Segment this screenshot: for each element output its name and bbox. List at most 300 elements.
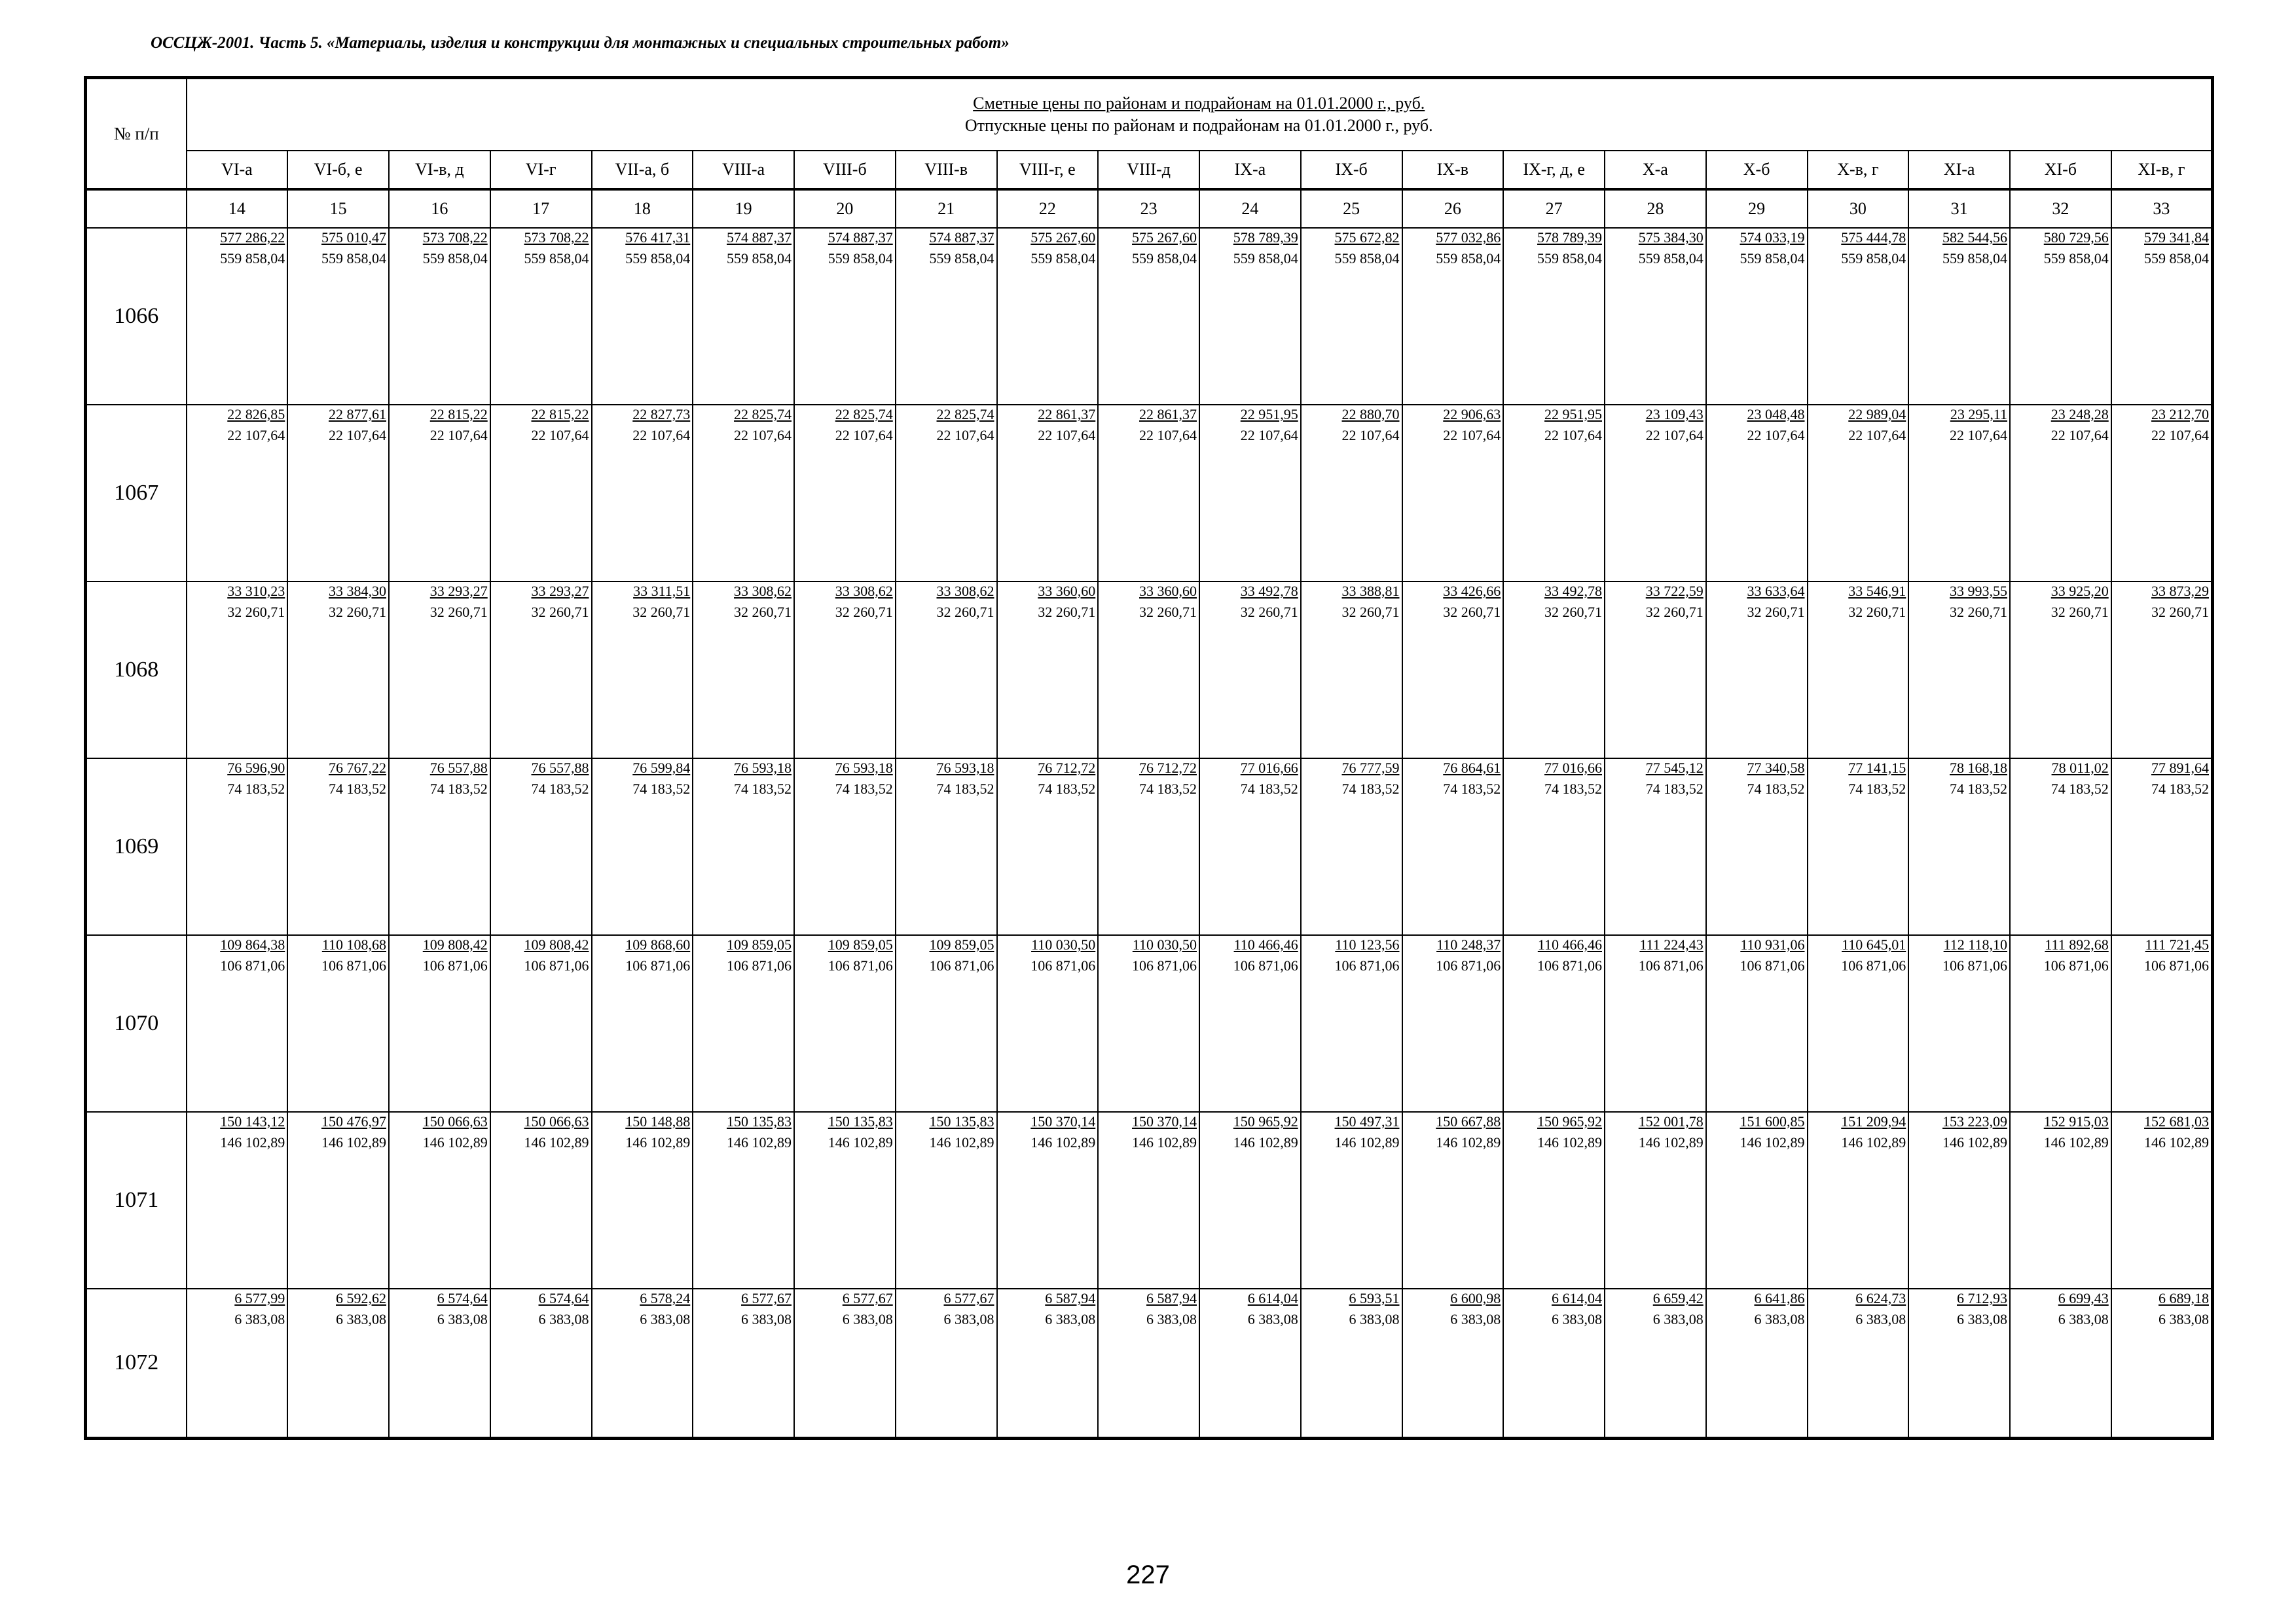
estimate-price: 109 859,05 [828, 936, 893, 953]
release-price: 22 107,64 [1544, 427, 1602, 443]
price-cell [389, 758, 490, 935]
release-price: 32 260,71 [1240, 604, 1298, 620]
price-cell [794, 1289, 896, 1438]
price-cell [1706, 581, 1808, 758]
release-price: 146 102,89 [2144, 1134, 2209, 1151]
estimate-price: 6 689,18 [2159, 1290, 2209, 1306]
price-cell [2111, 405, 2213, 581]
price-cell [1301, 1112, 1402, 1289]
release-price: 22 107,64 [329, 427, 386, 443]
row-number: 1067 [86, 405, 187, 581]
region-header: VIII-а [693, 151, 794, 189]
release-price: 559 858,04 [1841, 250, 1906, 267]
price-cell [1301, 1289, 1402, 1438]
release-price: 146 102,89 [524, 1134, 589, 1151]
price-cell [794, 1112, 896, 1289]
price-cell [1908, 758, 2010, 935]
estimate-price: 6 574,64 [538, 1290, 589, 1306]
release-price: 22 107,64 [2151, 427, 2209, 443]
estimate-price: 110 248,37 [1436, 936, 1501, 953]
price-cell [1908, 581, 2010, 758]
release-price: 6 383,08 [234, 1311, 285, 1327]
estimate-price: 76 777,59 [1341, 760, 1400, 776]
region-header: IX-б [1301, 151, 1402, 189]
estimate-price: 76 864,61 [1443, 760, 1501, 776]
release-price: 146 102,89 [1233, 1134, 1298, 1151]
price-cell [187, 1289, 288, 1438]
estimate-price: 150 143,12 [220, 1113, 285, 1130]
estimate-price: 6 659,42 [1652, 1290, 1704, 1306]
release-price: 74 183,52 [1950, 781, 2007, 797]
estimate-price: 33 633,64 [1747, 583, 1805, 599]
price-cell [1605, 228, 1706, 405]
price-cell [389, 405, 490, 581]
region-header: XI-б [2010, 151, 2111, 189]
release-price: 146 102,89 [727, 1134, 792, 1151]
price-cell [2010, 581, 2111, 758]
region-header: IX-в [1402, 151, 1504, 189]
estimate-price: 22 827,73 [632, 406, 691, 422]
release-price: 32 260,71 [531, 604, 589, 620]
price-cell [1301, 405, 1402, 581]
column-number: 22 [997, 189, 1099, 228]
price-cell [997, 935, 1099, 1112]
estimate-price: 23 295,11 [1950, 406, 2007, 422]
price-cell [287, 758, 389, 935]
release-price: 6 383,08 [1652, 1311, 1704, 1327]
estimate-price: 23 248,28 [2050, 406, 2109, 422]
npp-header: № п/п [86, 78, 187, 190]
price-cell [1503, 1112, 1605, 1289]
column-number: 28 [1605, 189, 1706, 228]
price-cell [997, 581, 1099, 758]
row-number: 1070 [86, 935, 187, 1112]
estimate-price: 153 223,09 [1942, 1113, 2007, 1130]
release-price: 32 260,71 [1645, 604, 1704, 620]
release-price: 146 102,89 [1334, 1134, 1400, 1151]
price-cell [592, 935, 693, 1112]
price-cell [693, 405, 794, 581]
region-header: X-в, г [1808, 151, 1909, 189]
price-cell [1402, 1289, 1504, 1438]
release-price: 6 383,08 [842, 1311, 893, 1327]
price-cell [2111, 581, 2213, 758]
estimate-price: 6 577,99 [234, 1290, 285, 1306]
price-cell [287, 405, 389, 581]
price-cell [287, 581, 389, 758]
estimate-price: 6 614,04 [1247, 1290, 1298, 1306]
price-cell [1808, 581, 1909, 758]
estimate-price: 110 030,50 [1132, 936, 1197, 953]
estimate-price: 22 825,74 [734, 406, 792, 422]
release-price: 74 183,52 [1747, 781, 1805, 797]
estimate-price: 6 600,98 [1450, 1290, 1501, 1306]
price-cell [592, 1289, 693, 1438]
release-price: 146 102,89 [220, 1134, 285, 1151]
price-cell [1098, 935, 1199, 1112]
estimate-price: 150 066,63 [422, 1113, 488, 1130]
release-price: 106 871,06 [220, 957, 285, 974]
estimate-price: 576 417,31 [625, 229, 691, 246]
estimate-price: 152 915,03 [2043, 1113, 2109, 1130]
column-number: 29 [1706, 189, 1808, 228]
column-number-blank [86, 189, 187, 228]
estimate-price: 109 808,42 [422, 936, 488, 953]
price-cell [997, 405, 1099, 581]
region-header: X-б [1706, 151, 1808, 189]
estimate-price: 23 212,70 [2151, 406, 2209, 422]
price-cell [490, 405, 592, 581]
price-cell [592, 758, 693, 935]
price-cell [592, 405, 693, 581]
price-cell [187, 935, 288, 1112]
estimate-price: 575 267,60 [1030, 229, 1096, 246]
release-price: 74 183,52 [1139, 781, 1197, 797]
price-cell [1098, 1112, 1199, 1289]
release-price: 106 871,06 [1334, 957, 1400, 974]
price-cell [1402, 935, 1504, 1112]
estimate-price: 110 466,46 [1233, 936, 1298, 953]
estimate-price: 22 815,22 [429, 406, 488, 422]
estimate-price: 150 965,92 [1537, 1113, 1602, 1130]
column-number: 20 [794, 189, 896, 228]
release-price: 6 383,08 [1855, 1311, 1906, 1327]
region-header: XI-а [1908, 151, 2010, 189]
release-price: 559 858,04 [1942, 250, 2007, 267]
price-cell [1199, 405, 1301, 581]
prices-title [187, 78, 2213, 151]
estimate-price: 33 360,60 [1038, 583, 1096, 599]
release-price: 559 858,04 [2043, 250, 2109, 267]
release-price: 74 183,52 [1038, 781, 1096, 797]
release-price: 74 183,52 [1341, 781, 1400, 797]
estimate-price: 580 729,56 [2043, 229, 2109, 246]
column-number: 18 [592, 189, 693, 228]
release-price: 74 183,52 [632, 781, 691, 797]
price-cell [1706, 1112, 1808, 1289]
price-cell [389, 1112, 490, 1289]
estimate-price: 22 825,74 [835, 406, 893, 422]
column-number: 14 [187, 189, 288, 228]
estimate-price: 6 578,24 [640, 1290, 691, 1306]
estimate-prices-title: Сметные цены по районам и подрайонам на 01.01.2000 г., руб. [973, 94, 1425, 113]
price-cell [287, 935, 389, 1112]
estimate-price: 6 712,93 [1957, 1290, 2007, 1306]
column-number: 30 [1808, 189, 1909, 228]
estimate-price: 76 599,84 [632, 760, 691, 776]
release-price: 32 260,71 [1848, 604, 1906, 620]
region-header: VI-г [490, 151, 592, 189]
estimate-price: 22 815,22 [531, 406, 589, 422]
release-price: 106 871,06 [1841, 957, 1906, 974]
price-cell [896, 405, 997, 581]
column-number: 19 [693, 189, 794, 228]
release-price: 32 260,71 [835, 604, 893, 620]
estimate-price: 76 712,72 [1139, 760, 1197, 776]
price-cell [2010, 758, 2111, 935]
release-price: 22 107,64 [227, 427, 285, 443]
release-price: 32 260,71 [2151, 604, 2209, 620]
estimate-price: 150 497,31 [1334, 1113, 1400, 1130]
estimate-price: 578 789,39 [1233, 229, 1298, 246]
price-cell [592, 228, 693, 405]
price-cell [896, 581, 997, 758]
estimate-price: 109 859,05 [727, 936, 792, 953]
release-price: 74 183,52 [2151, 781, 2209, 797]
price-cell [1706, 1289, 1808, 1438]
estimate-price: 150 066,63 [524, 1113, 589, 1130]
estimate-price: 150 476,97 [321, 1113, 386, 1130]
estimate-price: 78 011,02 [2051, 760, 2109, 776]
release-price: 106 871,06 [1132, 957, 1197, 974]
estimate-price: 6 577,67 [943, 1290, 994, 1306]
release-price: 146 102,89 [321, 1134, 386, 1151]
release-price: 6 383,08 [1450, 1311, 1501, 1327]
price-cell [187, 581, 288, 758]
release-price: 22 107,64 [1240, 427, 1298, 443]
price-cell [490, 1112, 592, 1289]
price-table [84, 76, 2214, 1440]
price-cell [1503, 228, 1605, 405]
price-cell [490, 581, 592, 758]
release-price: 22 107,64 [1038, 427, 1096, 443]
estimate-price: 6 699,43 [2058, 1290, 2109, 1306]
estimate-price: 33 993,55 [1950, 583, 2007, 599]
price-cell [490, 228, 592, 405]
release-price: 22 107,64 [936, 427, 994, 443]
estimate-price: 577 032,86 [1436, 229, 1501, 246]
estimate-price: 574 887,37 [828, 229, 893, 246]
price-cell [389, 228, 490, 405]
estimate-price: 33 492,78 [1544, 583, 1602, 599]
release-price: 32 260,71 [1038, 604, 1096, 620]
release-price: 106 871,06 [929, 957, 994, 974]
release-price: 146 102,89 [1436, 1134, 1501, 1151]
estimate-price: 109 864,38 [220, 936, 285, 953]
estimate-price: 33 384,30 [329, 583, 386, 599]
table-row [86, 758, 2213, 935]
price-cell [187, 228, 288, 405]
estimate-price: 6 624,73 [1855, 1290, 1906, 1306]
row-number: 1066 [86, 228, 187, 405]
release-price: 6 383,08 [336, 1311, 386, 1327]
price-cell [2010, 228, 2111, 405]
estimate-price: 6 587,94 [1045, 1290, 1096, 1306]
release-price: 146 102,89 [1740, 1134, 1805, 1151]
price-cell [287, 228, 389, 405]
release-price: 32 260,71 [936, 604, 994, 620]
release-price: 559 858,04 [524, 250, 589, 267]
release-price: 32 260,71 [1747, 604, 1805, 620]
price-cell [1908, 228, 2010, 405]
estimate-price: 76 712,72 [1038, 760, 1096, 776]
estimate-price: 575 444,78 [1841, 229, 1906, 246]
region-header: XI-в, г [2111, 151, 2213, 189]
estimate-price: 109 859,05 [929, 936, 994, 953]
price-cell [1098, 1289, 1199, 1438]
release-price: 22 107,64 [1950, 427, 2007, 443]
price-cell [592, 581, 693, 758]
region-header: X-а [1605, 151, 1706, 189]
price-cell [2111, 758, 2213, 935]
price-cell [1605, 581, 1706, 758]
estimate-price: 76 593,18 [936, 760, 994, 776]
estimate-price: 22 877,61 [329, 406, 386, 422]
row-number: 1068 [86, 581, 187, 758]
estimate-price: 33 308,62 [936, 583, 994, 599]
estimate-price: 33 308,62 [734, 583, 792, 599]
column-number: 26 [1402, 189, 1504, 228]
estimate-price: 150 135,83 [828, 1113, 893, 1130]
release-price: 106 871,06 [1436, 957, 1501, 974]
estimate-price: 76 593,18 [835, 760, 893, 776]
price-cell [1503, 758, 1605, 935]
estimate-price: 150 135,83 [929, 1113, 994, 1130]
release-price: 146 102,89 [1030, 1134, 1096, 1151]
release-price: 106 871,06 [321, 957, 386, 974]
price-cell [794, 758, 896, 935]
price-cell [1402, 405, 1504, 581]
estimate-price: 33 293,27 [429, 583, 488, 599]
estimate-price: 150 148,88 [625, 1113, 691, 1130]
release-price: 106 871,06 [625, 957, 691, 974]
release-price: 22 107,64 [2050, 427, 2109, 443]
release-price: 6 383,08 [1957, 1311, 2007, 1327]
price-cell [794, 228, 896, 405]
region-header: IX-г, д, е [1503, 151, 1605, 189]
price-cell [1301, 581, 1402, 758]
estimate-price: 110 108,68 [321, 936, 386, 953]
estimate-price: 33 546,91 [1848, 583, 1906, 599]
price-cell [896, 1112, 997, 1289]
estimate-price: 575 010,47 [321, 229, 386, 246]
estimate-price: 78 168,18 [1950, 760, 2007, 776]
release-price: 106 871,06 [2043, 957, 2109, 974]
estimate-price: 152 681,03 [2144, 1113, 2209, 1130]
price-cell [2111, 1289, 2213, 1438]
estimate-price: 77 141,15 [1848, 760, 1906, 776]
estimate-price: 6 577,67 [741, 1290, 792, 1306]
estimate-price: 6 587,94 [1146, 1290, 1197, 1306]
region-header: VI-в, д [389, 151, 490, 189]
column-number: 27 [1503, 189, 1605, 228]
release-price: 559 858,04 [1233, 250, 1298, 267]
release-price: 22 107,64 [1848, 427, 1906, 443]
estimate-price: 111 892,68 [2045, 936, 2109, 953]
column-number: 32 [2010, 189, 2111, 228]
release-price: 559 858,04 [1132, 250, 1197, 267]
estimate-price: 150 135,83 [727, 1113, 792, 1130]
release-price: 559 858,04 [828, 250, 893, 267]
release-price: 146 102,89 [422, 1134, 488, 1151]
price-cell [287, 1289, 389, 1438]
price-cell [1301, 228, 1402, 405]
region-header-row [86, 151, 2213, 189]
price-cell [794, 405, 896, 581]
release-price: 146 102,89 [1841, 1134, 1906, 1151]
release-price: 146 102,89 [1638, 1134, 1704, 1151]
estimate-price: 76 557,88 [531, 760, 589, 776]
estimate-price: 22 861,37 [1139, 406, 1197, 422]
release-price: 559 858,04 [1334, 250, 1400, 267]
release-price: 74 183,52 [1848, 781, 1906, 797]
estimate-price: 152 001,78 [1638, 1113, 1704, 1130]
table-row [86, 935, 2213, 1112]
price-cell [1503, 405, 1605, 581]
price-cell [187, 405, 288, 581]
price-cell [693, 758, 794, 935]
estimate-price: 111 224,43 [1639, 936, 1704, 953]
column-number: 31 [1908, 189, 2010, 228]
price-cell [2010, 405, 2111, 581]
estimate-price: 33 722,59 [1645, 583, 1704, 599]
estimate-price: 77 016,66 [1544, 760, 1602, 776]
estimate-price: 22 880,70 [1341, 406, 1400, 422]
estimate-price: 110 030,50 [1031, 936, 1096, 953]
release-price: 74 183,52 [329, 781, 386, 797]
release-price: 106 871,06 [828, 957, 893, 974]
price-cell [1605, 1289, 1706, 1438]
release-price: 106 871,06 [727, 957, 792, 974]
release-price: 6 383,08 [538, 1311, 589, 1327]
release-price: 146 102,89 [929, 1134, 994, 1151]
column-number: 21 [896, 189, 997, 228]
price-cell [1808, 935, 1909, 1112]
estimate-price: 22 826,85 [227, 406, 285, 422]
release-price: 146 102,89 [1942, 1134, 2007, 1151]
estimate-price: 574 033,19 [1740, 229, 1805, 246]
estimate-price: 33 293,27 [531, 583, 589, 599]
estimate-price: 582 544,56 [1942, 229, 2007, 246]
price-cell [693, 1112, 794, 1289]
estimate-price: 574 887,37 [727, 229, 792, 246]
column-number: 16 [389, 189, 490, 228]
estimate-price: 573 708,22 [422, 229, 488, 246]
price-cell [389, 581, 490, 758]
release-price: 22 107,64 [1139, 427, 1197, 443]
region-header: VIII-в [896, 151, 997, 189]
estimate-price: 6 593,51 [1349, 1290, 1400, 1306]
release-price: 559 858,04 [1740, 250, 1805, 267]
release-price: 32 260,71 [2050, 604, 2109, 620]
price-cell [2111, 228, 2213, 405]
price-cell [1706, 758, 1808, 935]
release-price: 559 858,04 [1030, 250, 1096, 267]
release-price: 106 871,06 [1233, 957, 1298, 974]
estimate-price: 579 341,84 [2144, 229, 2209, 246]
price-cell [1503, 1289, 1605, 1438]
release-price: 22 107,64 [734, 427, 792, 443]
estimate-price: 112 118,10 [1943, 936, 2007, 953]
estimate-price: 33 310,23 [227, 583, 285, 599]
price-cell [1199, 1112, 1301, 1289]
price-cell [997, 1289, 1099, 1438]
table-row [86, 581, 2213, 758]
release-price: 106 871,06 [1942, 957, 2007, 974]
price-cell [2111, 1112, 2213, 1289]
release-price: 146 102,89 [2043, 1134, 2109, 1151]
release-price: 32 260,71 [1443, 604, 1501, 620]
release-price: 106 871,06 [1030, 957, 1096, 974]
price-cell [896, 1289, 997, 1438]
estimate-price: 22 861,37 [1038, 406, 1096, 422]
price-cell [2010, 1289, 2111, 1438]
estimate-price: 110 645,01 [1842, 936, 1906, 953]
region-header: VIII-г, е [997, 151, 1099, 189]
release-price: 74 183,52 [1240, 781, 1298, 797]
estimate-price: 76 557,88 [429, 760, 488, 776]
release-price: 559 858,04 [2144, 250, 2209, 267]
